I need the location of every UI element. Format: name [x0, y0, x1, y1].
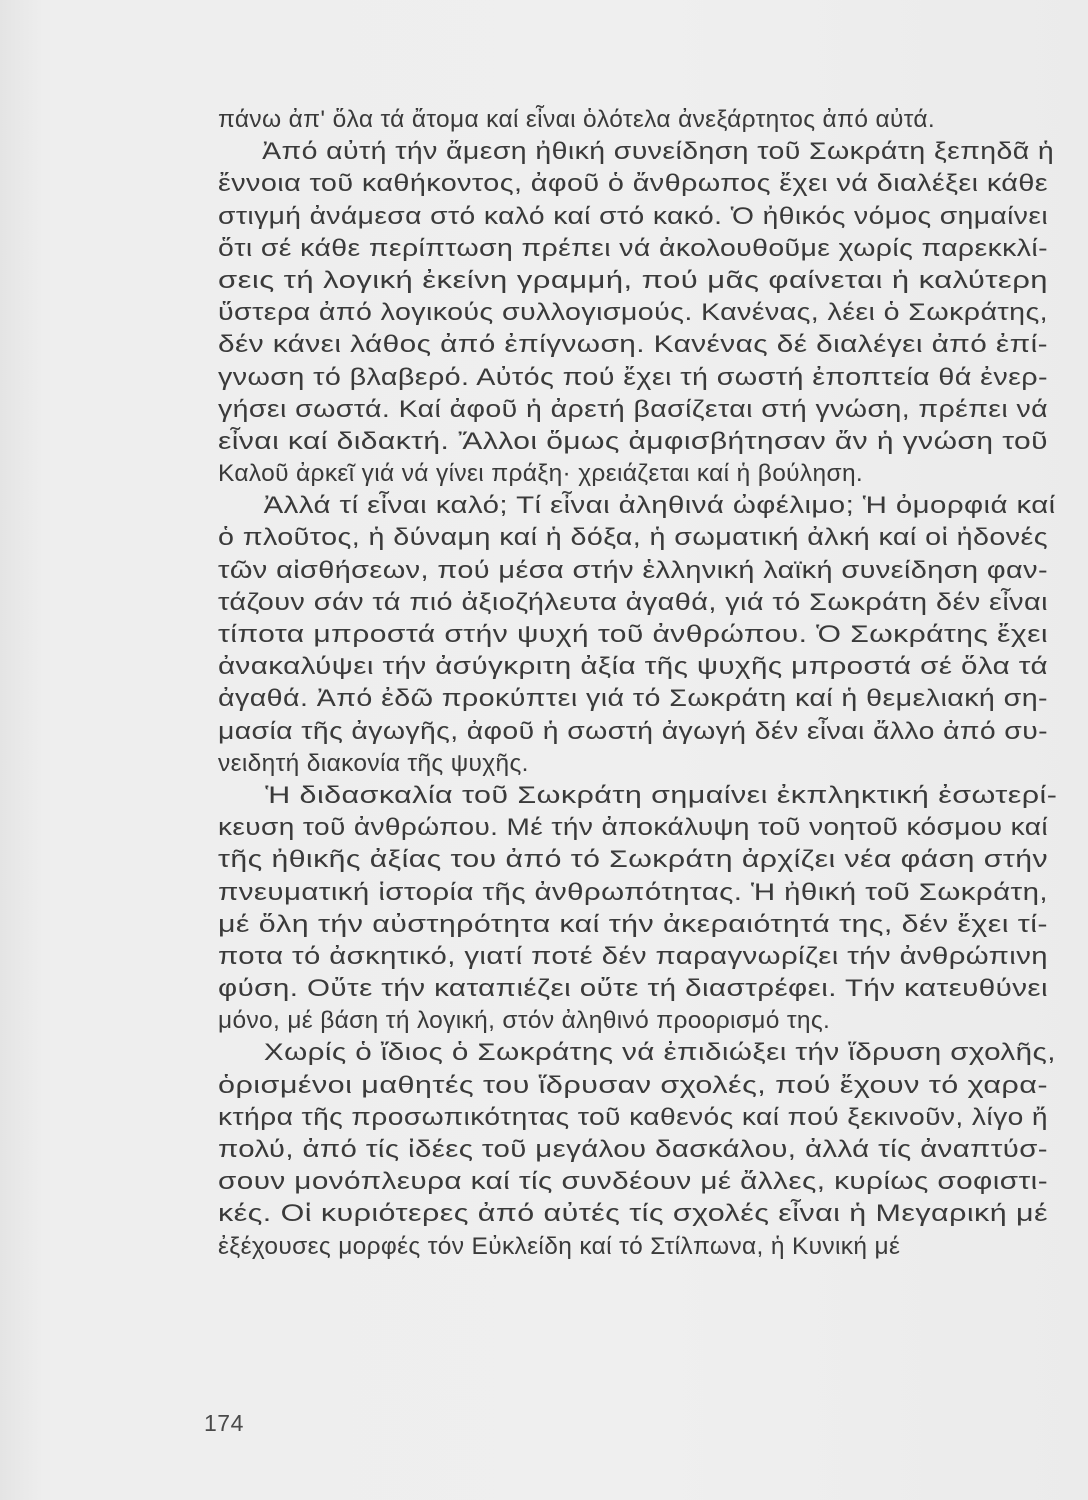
text-line: Ἀλλά τί εἶναι καλό; Τί εἶναι ἀληθινά ὠφέλιμο; Ἡ ὀμορφιά καί: [263, 492, 1056, 520]
text-line: τῆς ἠθικῆς ἀξίας του ἀπό τό Σωκράτη ἀρχίζει νέα φάση στήν: [218, 846, 1049, 874]
text-line: ἐξέχουσες μορφές τόν Εὐκλείδη καί τό Στίλπωνα, ἡ Κυνική μέ: [218, 1232, 901, 1260]
text-line: τίποτα μπροστά στήν ψυχή τοῦ ἀνθρώπου. Ὁ Σωκράτης ἔχει: [218, 621, 1049, 648]
text-line: ὁρισμένοι μαθητές του ἵδρυσαν σχολές, πού ἔχουν τό χαρα-: [218, 1071, 1049, 1099]
text-line: κευση τοῦ ἀνθρώπου. Μέ τήν ἀποκάλυψη τοῦ νοητοῦ κόσμου καί: [218, 814, 1048, 842]
text-line: σουν μονόπλευρα καί τίς συνδέουν μέ ἄλλες, κυρίως σοφιστι-: [218, 1168, 1049, 1196]
text-line: ἔννοια τοῦ καθήκοντος, ἀφοῦ ὁ ἄνθρωπος ἔχει νά διαλέξει κάθε: [218, 170, 1049, 198]
text-line: ἀνακαλύψει τήν ἀσύγκριτη ἀξία τῆς ψυχῆς μπροστά σέ ὅλα τά: [218, 653, 1048, 681]
text-line: φύση. Οὔτε τήν καταπιέζει οὔτε τή διαστρέφει. Τήν κατευθύνει: [218, 975, 1049, 1003]
text-line: πολύ, ἀπό τίς ἰδέες τοῦ μεγάλου δασκάλου, ἀλλά τίς ἀναπτύσ-: [218, 1136, 1049, 1163]
text-line: ἀγαθά. Ἀπό ἐδῶ προκύπτει γιά τό Σωκράτη καί ἡ θεμελιακή ση-: [218, 685, 1049, 713]
text-line: στιγμή ἀνάμεσα στό καλό καί στό κακό. Ὁ ἠθικός νόμος σημαίνει: [218, 202, 1049, 230]
text-line: μέ ὅλη τήν αὐστηρότητα καί τήν ἀκεραιότητά της, δέν ἔχει τί-: [218, 910, 1048, 938]
text-line: ὅτι σέ κάθε περίπτωση πρέπει νά ἀκολουθοῦμε χωρίς παρεκκλί-: [218, 234, 1048, 262]
text-line: μόνο, μέ βάση τή λογική, στόν ἀληθινό προορισμό της.: [218, 1007, 831, 1035]
text-line: ποτα τό ἀσκητικό, γιατί ποτέ δέν παραγνωρίζει τήν ἀνθρώπινη: [218, 942, 1049, 970]
text-line: τάζουν σάν τά πιό ἀξιοζήλευτα ἀγαθά, γιά τό Σωκράτη δέν εἶναι: [218, 588, 1048, 616]
text-line: Ἡ διδασκαλία τοῦ Σωκράτη σημαίνει ἐκπληκτική ἐσωτερί-: [265, 781, 1058, 809]
text-line: Χωρίς ὁ ἴδιος ὁ Σωκράτης νά ἐπιδιώξει τήν ἵδρυση σχολῆς,: [263, 1039, 1056, 1067]
text-line: μασία τῆς ἀγωγῆς, ἀφοῦ ἡ σωστή ἀγωγή δέν εἶναι ἄλλο ἀπό συ-: [218, 717, 1048, 745]
text-line: κές. Οἱ κυριότερες ἀπό αὐτές τίς σχολές εἶναι ἡ Μεγαρική μέ: [218, 1200, 1049, 1228]
text-line: νειδητή διακονία τῆς ψυχῆς.: [218, 749, 529, 777]
text-line: γνωση τό βλαβερό. Αὐτός πού ἔχει τή σωστή ἐποπτεία θά ἐνερ-: [218, 363, 1049, 391]
text-line: δέν κάνει λάθος ἀπό ἐπίγνωση. Κανένας δέ διαλέγει ἀπό ἐπί-: [218, 331, 1048, 359]
text-line: γήσει σωστά. Καί ἀφοῦ ἡ ἀρετή βασίζεται στή γνώση, πρέπει νά: [218, 395, 1049, 423]
text-line: Καλοῦ ἀρκεῖ γιά νά γίνει πράξη· χρειάζεται καί ἡ βούληση.: [218, 460, 864, 488]
text-line: πνευματική ἱστορία τῆς ἀνθρωπότητας. Ἡ ἠθική τοῦ Σωκράτη,: [218, 878, 1048, 906]
text-line: κτήρα τῆς προσωπικότητας τοῦ καθενός καί πού ξεκινοῦν, λίγο ἤ: [218, 1103, 1049, 1131]
text-line: εἶναι καί διδακτή. Ἄλλοι ὅμως ἀμφισβήτησαν ἄν ἡ γνώση τοῦ: [218, 427, 1049, 455]
text-line: ὕστερα ἀπό λογικούς συλλογισμούς. Κανένας, λέει ὁ Σωκράτης,: [218, 299, 1048, 327]
text-line: πάνω ἀπ' ὅλα τά ἄτομα καί εἶναι ὁλότελα ἀνεξάρτητος ἀπό αὐτά.: [218, 106, 936, 133]
text-line: σεις τή λογική ἐκείνη γραμμή, πού μᾶς φαίνεται ἡ καλύτερη: [218, 266, 1049, 294]
text-line: τῶν αἰσθήσεων, πού μέσα στήν ἑλληνική λαϊκή συνείδηση φαν-: [218, 556, 1049, 584]
text-line: ὁ πλοῦτος, ἡ δύναμη καί ἡ δόξα, ἡ σωματική ἀλκή καί οἱ ἡδονές: [218, 524, 1048, 552]
page-number: 174: [204, 1410, 244, 1436]
text-line: Ἀπό αὐτή τήν ἄμεση ἠθική συνείδηση τοῦ Σωκράτη ξεπηδᾶ ἡ: [262, 138, 1055, 166]
body-text: [218, 104, 1058, 1263]
